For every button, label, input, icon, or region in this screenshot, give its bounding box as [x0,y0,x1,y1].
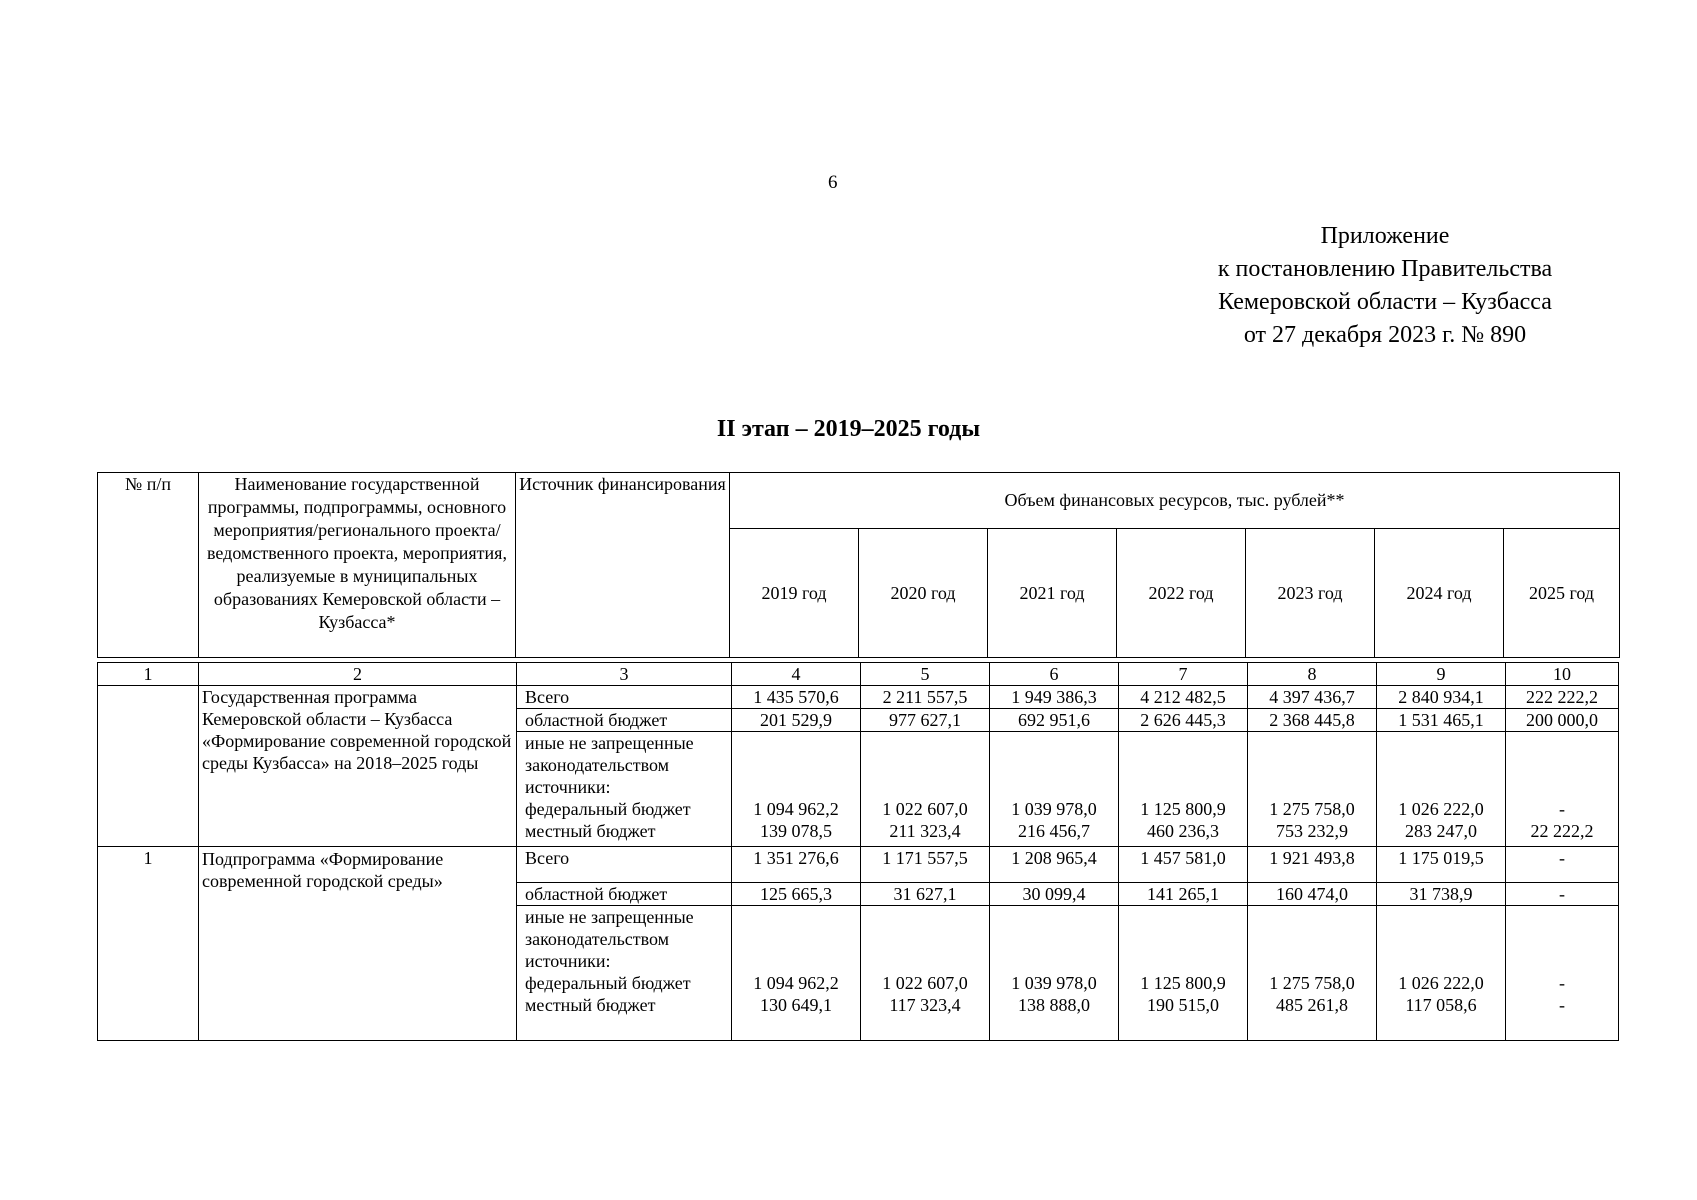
value-cell: 1 351 276,6 [732,847,861,883]
source-local-label: местный бюджет [525,995,656,1015]
local-value: 139 078,5 [760,821,832,841]
row-num [98,686,199,847]
header-num: № п/п [98,473,199,658]
value-cell [990,732,1119,847]
appendix-line-4: от 27 декабря 2023 г. № 890 [1243,322,1527,348]
index-cell: 4 [732,663,861,686]
header-year: 2025 год [1504,529,1620,658]
value-cell: 1 208 965,4 [990,847,1119,883]
header-year: 2019 год [730,529,859,658]
index-cell: 2 [199,663,517,686]
federal-value: 1 125 800,9 [1140,973,1226,993]
value-cell: 222 222,2 [1506,686,1619,709]
federal-value: 1 125 800,9 [1140,799,1226,819]
value-cell [732,732,861,847]
value-cell: 1 435 570,6 [732,686,861,709]
source-other [517,906,732,1041]
value-cell: 4 397 436,7 [1248,686,1377,709]
value-cell [732,906,861,1041]
value-cell [1119,732,1248,847]
federal-value: 1 094 962,2 [753,799,839,819]
index-cell: 9 [1377,663,1506,686]
appendix-block [1180,220,1590,352]
local-value: 190 515,0 [1147,995,1219,1015]
value-cell [1119,906,1248,1041]
document-title: II этап – 2019–2025 годы [716,416,981,442]
value-cell: 4 212 482,5 [1119,686,1248,709]
index-cell: 1 [98,663,199,686]
table-row [98,847,1619,883]
source-label: Всего [517,686,732,709]
source-local-label: местный бюджет [525,821,656,841]
header-year: 2024 год [1375,529,1504,658]
table-header [97,472,1620,658]
value-cell: 2 211 557,5 [861,686,990,709]
local-value: 130 649,1 [760,995,832,1015]
local-value: 117 058,6 [1405,995,1477,1015]
federal-value: 1 026 222,0 [1398,973,1484,993]
value-cell: 2 368 445,8 [1248,709,1377,732]
local-value: 211 323,4 [889,821,961,841]
index-cell: 8 [1248,663,1377,686]
value-cell: 1 531 465,1 [1377,709,1506,732]
row-name: Подпрограмма «Формирование современной городской среды» [199,847,517,1041]
index-cell: 7 [1119,663,1248,686]
page-number: 6 [828,172,838,193]
header-year: 2023 год [1246,529,1375,658]
header-volume: Объем финансовых ресурсов, тыс. рублей** [730,473,1620,529]
value-cell [861,732,990,847]
federal-value: 1 026 222,0 [1398,799,1484,819]
header-source: Источник финансирования [516,473,730,658]
local-value: 216 456,7 [1018,821,1090,841]
value-cell: 692 951,6 [990,709,1119,732]
source-federal-label: федеральный бюджет [525,973,691,993]
appendix-line-1: Приложение [1320,223,1450,249]
value-cell: 977 627,1 [861,709,990,732]
value-cell: 125 665,3 [732,883,861,906]
value-cell: - [1506,883,1619,906]
federal-value: - [1559,973,1565,993]
local-value: 138 888,0 [1018,995,1090,1015]
federal-value: 1 275 758,0 [1269,973,1355,993]
federal-value: 1 022 607,0 [882,973,968,993]
data-table [97,662,1619,1041]
value-cell: 201 529,9 [732,709,861,732]
federal-value: 1 039 978,0 [1011,799,1097,819]
index-cell: 6 [990,663,1119,686]
source-other-label: иные не запрещенные законодательством источники: [525,733,694,797]
value-cell [1506,732,1619,847]
value-cell [1377,906,1506,1041]
value-cell: 200 000,0 [1506,709,1619,732]
value-cell [990,906,1119,1041]
value-cell [1377,732,1506,847]
local-value: 117 323,4 [889,995,961,1015]
value-cell: 1 921 493,8 [1248,847,1377,883]
source-other [517,732,732,847]
value-cell: 1 949 386,3 [990,686,1119,709]
row-num: 1 [98,847,199,1041]
value-cell: 2 840 934,1 [1377,686,1506,709]
index-row [98,663,1619,686]
index-cell: 10 [1506,663,1619,686]
appendix-line-3: Кемеровской области – Кузбасса [1218,289,1552,315]
value-cell: 30 099,4 [990,883,1119,906]
source-federal-label: федеральный бюджет [525,799,691,819]
federal-value: 1 039 978,0 [1011,973,1097,993]
local-value: 460 236,3 [1147,821,1219,841]
appendix-line-2: к постановлению Правительства [1217,256,1553,282]
federal-value: 1 094 962,2 [753,973,839,993]
source-label: областной бюджет [517,883,732,906]
source-label: Всего [517,847,732,883]
header-year: 2020 год [859,529,988,658]
value-cell: 160 474,0 [1248,883,1377,906]
federal-value: 1 275 758,0 [1269,799,1355,819]
source-other-label: иные не запрещенные законодательством источники: [525,907,694,971]
local-value: 283 247,0 [1405,821,1477,841]
index-cell: 5 [861,663,990,686]
local-value: 753 232,9 [1276,821,1348,841]
value-cell: 1 457 581,0 [1119,847,1248,883]
row-name: Государственная программа Кемеровской области – Кузбасса «Формирование современной городской среды Кузбасса» на 2018–2025 годы [199,686,517,847]
value-cell [1506,906,1619,1041]
value-cell: 141 265,1 [1119,883,1248,906]
local-value: - [1559,995,1565,1015]
value-cell: 31 738,9 [1377,883,1506,906]
header-year: 2021 год [988,529,1117,658]
index-cell: 3 [517,663,732,686]
header-name: Наименование государственной программы, подпрограммы, основного мероприятия/регионального проекта/ведомственного проекта, мероприятия, реализуемые в муниципальных образованиях Кемеровской области – Кузбасса* [199,473,516,658]
value-cell: 2 626 445,3 [1119,709,1248,732]
value-cell: - [1506,847,1619,883]
federal-value: - [1559,799,1565,819]
federal-value: 1 022 607,0 [882,799,968,819]
source-label: областной бюджет [517,709,732,732]
value-cell [1248,732,1377,847]
value-cell: 31 627,1 [861,883,990,906]
value-cell: 1 171 557,5 [861,847,990,883]
header-year: 2022 год [1117,529,1246,658]
local-value: 22 222,2 [1530,821,1594,841]
value-cell: 1 175 019,5 [1377,847,1506,883]
value-cell [1248,906,1377,1041]
table-row [98,686,1619,709]
value-cell [861,906,990,1041]
local-value: 485 261,8 [1276,995,1348,1015]
